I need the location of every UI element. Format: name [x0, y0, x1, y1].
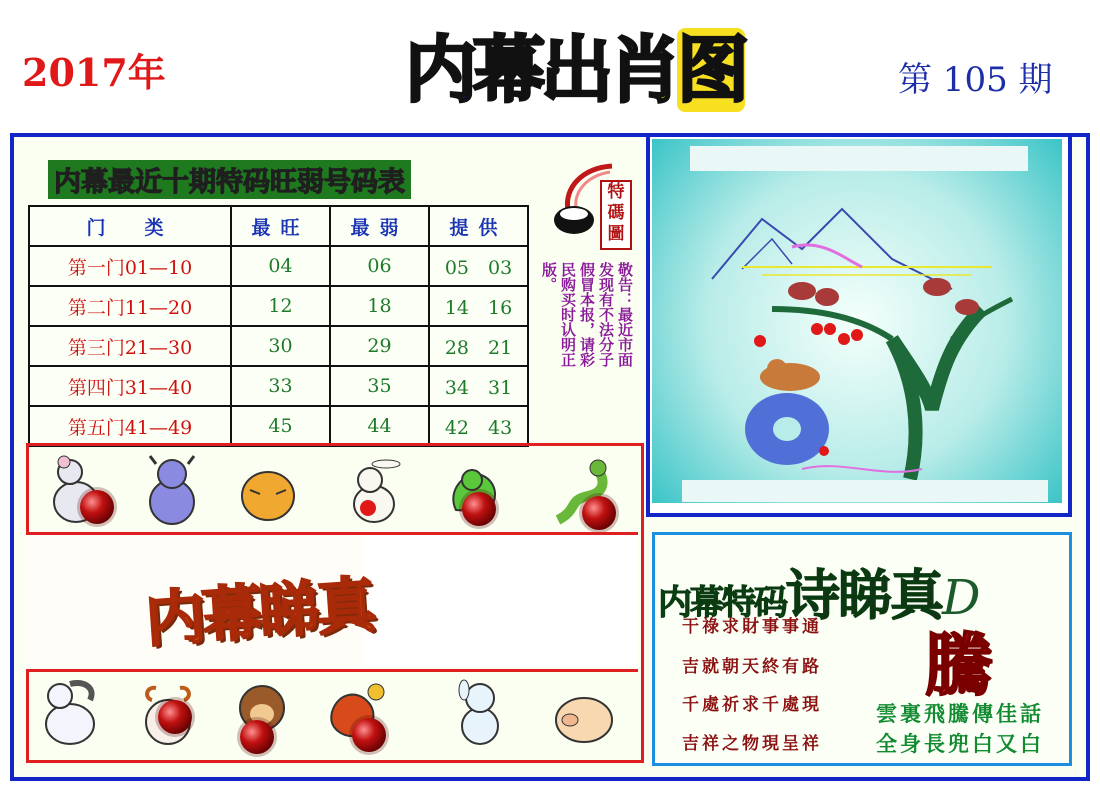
marker-ball [582, 496, 616, 530]
code-table [28, 205, 529, 447]
table-header-row [29, 206, 528, 246]
header-max: 最旺 [231, 206, 330, 246]
year-label: 2017年 [22, 50, 166, 95]
poem-line: 千處祈求千處現 [682, 695, 822, 715]
poem-title-big: 诗睇真 [786, 564, 942, 627]
tree-monkey-picture [652, 139, 1062, 503]
table-row [29, 326, 528, 366]
row-min: 44 [330, 406, 429, 446]
row-give: 34 31 [429, 366, 528, 406]
poem-line: 吉祥之物現呈祥 [682, 734, 822, 754]
row-min: 18 [330, 286, 429, 326]
middle-blank [364, 535, 638, 666]
poem-line: 吉就朝天終有路 [682, 657, 822, 677]
table-row [29, 406, 528, 446]
title-char-5: 图 [677, 28, 746, 112]
row-category: 第一门01—10 [29, 246, 231, 286]
row-category: 第四门31—40 [29, 366, 231, 406]
row-max: 30 [231, 326, 330, 366]
marker-ball [240, 720, 274, 754]
header-min: 最弱 [330, 206, 429, 246]
row-min: 29 [330, 326, 429, 366]
row-category: 第五门41—49 [29, 406, 231, 446]
row-max: 33 [231, 366, 330, 406]
row-give: 14 16 [429, 286, 528, 326]
title-char-2: 幕 [473, 28, 542, 112]
table-row [29, 246, 528, 286]
riddle-picture [652, 139, 1062, 503]
table-title: 内幕最近十期特码旺弱号码表 [48, 160, 411, 199]
marker-ball [462, 492, 496, 526]
title-char-4: 肖 [609, 28, 678, 112]
middle-title: 内幕睇真 [143, 570, 376, 656]
poem-signature: D [942, 570, 979, 626]
row-min: 06 [330, 246, 429, 286]
table-row [29, 286, 528, 326]
row-min: 35 [330, 366, 429, 406]
picture-blank-bottom [682, 480, 1048, 502]
pig-icon [542, 672, 622, 752]
row-category: 第二门11—20 [29, 286, 231, 326]
marker-ball [352, 718, 386, 752]
header-give: 提供 [429, 206, 528, 246]
row-max: 12 [231, 286, 330, 326]
page-title [405, 28, 845, 112]
picture-blank-top [690, 146, 1028, 171]
title-char-3: 出 [541, 28, 610, 112]
row-give: 42 43 [429, 406, 528, 446]
title-char-1: 内 [405, 28, 474, 112]
notice-text: 敬告：最近市面发现有不法分子假冒本报，请彩民购买时认明正版。 [540, 262, 634, 367]
table-row [29, 366, 528, 406]
stamp-label: 特碼圖 [600, 180, 632, 250]
row-max: 45 [231, 406, 330, 446]
poem-title-small: 内幕特码 [658, 583, 786, 623]
marker-ball [158, 700, 192, 734]
tiger-icon [228, 450, 308, 530]
verse-line: 全身長兜白又白 [876, 732, 1044, 756]
dog-icon [440, 672, 520, 752]
header-category: 门 类 [29, 206, 231, 246]
poem-line: 干祿求財事事通 [682, 617, 822, 637]
row-category: 第三门21—30 [29, 326, 231, 366]
highlight-character: 騰 [925, 627, 994, 706]
horse-icon [30, 672, 110, 752]
row-give: 28 21 [429, 326, 528, 366]
issue-number: 第 105 期 [898, 60, 1053, 100]
marker-ball [80, 490, 114, 524]
ox-icon [134, 450, 214, 530]
verse-line: 雲裏飛騰傳佳話 [876, 702, 1044, 726]
row-max: 04 [231, 246, 330, 286]
rabbit-icon [334, 450, 414, 530]
row-give: 05 03 [429, 246, 528, 286]
